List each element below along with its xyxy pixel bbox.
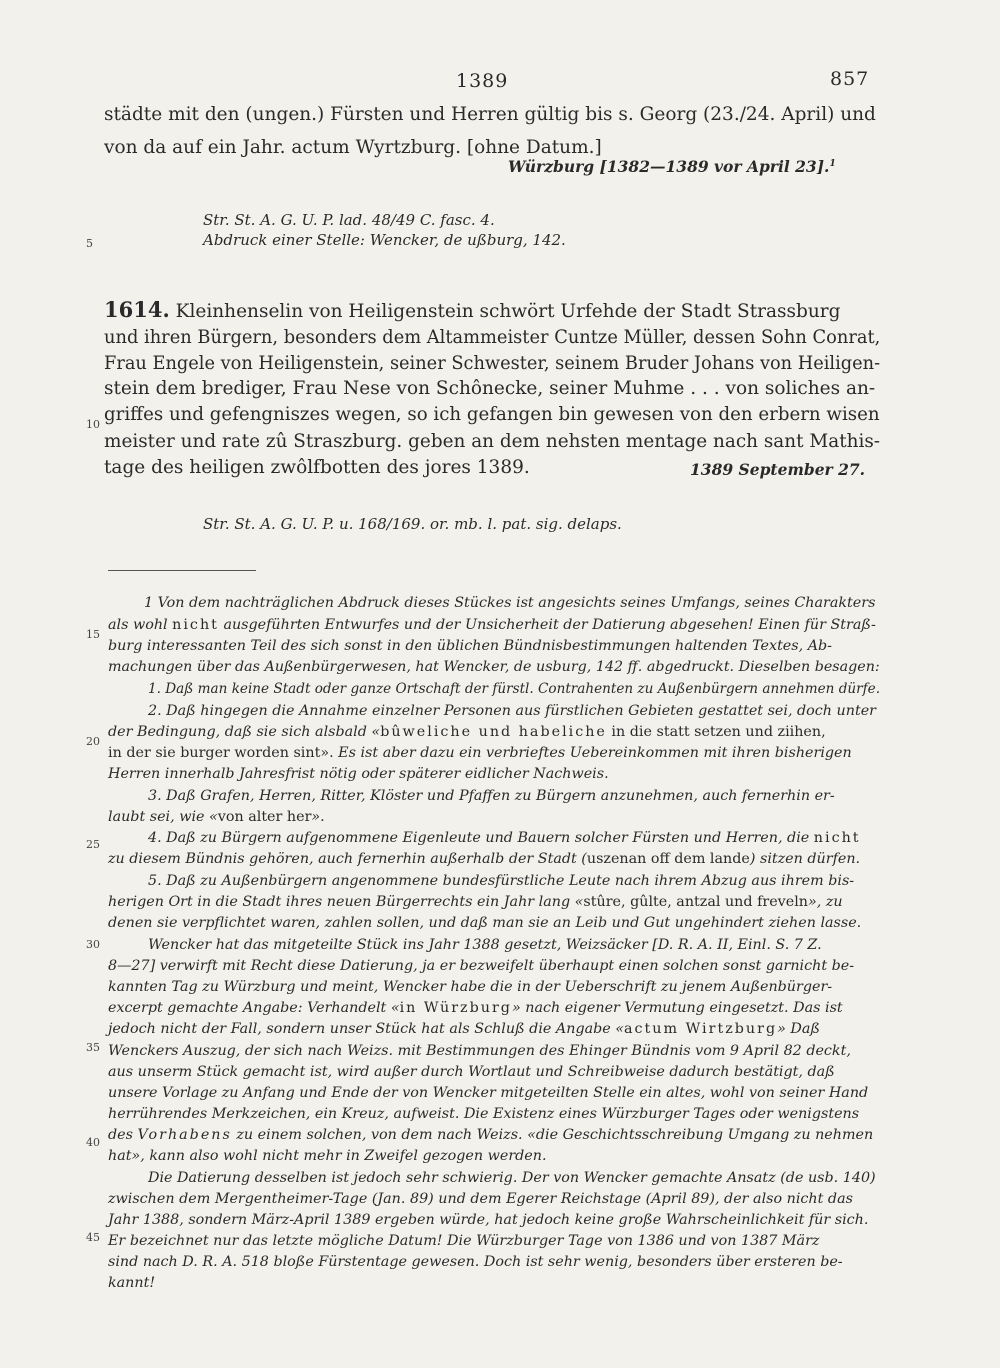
- footnote-line: 1 Von dem nachträglichen Abdruck dieses Stückes ist angesichts seines Umfangs, seines Charakters: [144, 595, 876, 611]
- entry-line-4: stein dem brediger, Frau Nese von Schônecke, seiner Muhme . . . von soliches an-: [104, 378, 876, 399]
- footnote-line: denen sie verpflichtet waren, zahlen sollen, und daß man sie an Leib und Gut ungehindert ziehen lasse.: [108, 915, 862, 931]
- line-number: 40: [86, 1136, 100, 1149]
- footnote-line: Wenckers Auszug, der sich nach Weizs. mit Bestimmungen des Ehinger Bündnis vom 9 April 82 deckt,: [108, 1043, 851, 1059]
- footnote-line: 5. Daß zu Außenbürgern angenommene bundesfürstliche Leute nach ihrem Abzug aus ihrem bis-: [148, 873, 855, 889]
- line-number: 25: [86, 838, 100, 851]
- footnote-line: burg interessanten Teil des sich sonst in den üblichen Bündnisbestimmungen haltenden Textes, Ab-: [108, 638, 833, 654]
- top-source-1: Str. St. A. G. U. P. lad. 48/49 C. fasc. 4.: [203, 211, 495, 229]
- footnote-line: jedoch nicht der Fall, sondern unser Stück hat als Schluß die Angabe «actum Wirtzburg» Daß: [108, 1021, 820, 1037]
- line-number: 35: [86, 1041, 100, 1054]
- footnote-line: des Vorhabens zu einem solchen, von dem nach Weizs. «die Geschichtsschreibung Umgang zu nehmen: [108, 1127, 874, 1143]
- footnote-line: 4. Daß zu Bürgern aufgenommene Eigenleute und Bauern solcher Fürsten und Herren, die nicht: [148, 830, 861, 846]
- footnote-line: Jahr 1388, sondern März-April 1389 ergeben würde, hat jedoch keine große Wahrscheinlichkeit für sich.: [108, 1212, 869, 1228]
- footnote-line: zu diesem Bündnis gehören, auch fernerhin außerhalb der Stadt (uszenan off dem lande) sitzen dürfen.: [108, 851, 861, 867]
- footnote-line: zwischen dem Mergentheimer-Tage (Jan. 89) und dem Egerer Reichstage (April 89), der also nicht das: [108, 1191, 853, 1207]
- entry-line-2: und ihren Bürgern, besonders dem Altammeister Cuntze Müller, dessen Sohn Conrat,: [104, 327, 881, 348]
- footnote-line: in der sie burger worden sint». Es ist aber dazu ein verbrieftes Uebereinkommen mit ihren bisherigen: [108, 745, 852, 761]
- footnote-line: Wencker hat das mitgeteilte Stück ins Jahr 1388 gesetzt, Weizsäcker [D. R. A. II, Einl. S. 7 Z.: [148, 937, 822, 953]
- top-date: Würzburg [1382—1389 vor April 23].$^1$: [508, 157, 836, 176]
- page-number: 857: [830, 68, 870, 90]
- entry-source: Str. St. A. G. U. P. u. 168/169. or. mb. l. pat. sig. delaps.: [203, 515, 622, 533]
- footnote-line: 1. Daß man keine Stadt oder ganze Ortschaft der fürstl. Contrahenten zu Außenbürgern annehmen dürfe.: [148, 681, 881, 697]
- footnote-line: 2. Daß hingegen die Annahme einzelner Personen aus fürstlichen Gebieten gestattet sei, doch unter: [148, 703, 877, 719]
- footnote-line: aus unserm Stück gemacht ist, wird außer durch Wortlaut und Schreibweise dadurch bestätigt, daß: [108, 1064, 835, 1080]
- line-number: 15: [86, 628, 100, 641]
- top-line-1: städte mit den (ungen.) Fürsten und Herren gültig bis s. Georg (23./24. April) und: [104, 104, 876, 125]
- footnote-line: laubt sei, wie «von alter her».: [108, 809, 325, 825]
- top-source-2: Abdruck einer Stelle: Wencker, de ußburg, 142.: [203, 231, 566, 249]
- entry-line-6: meister und rate zû Straszburg. geben an dem nehsten mentage nach sant Mathis-: [104, 431, 881, 452]
- footnote-line: unsere Vorlage zu Anfang und Ende der von Wencker mitgeteilten Stelle ein altes, wohl von seiner Hand: [108, 1085, 869, 1101]
- footnote-divider: [108, 570, 256, 571]
- footnote-line: herigen Ort in die Stadt ihres neuen Bürgerrechts ein Jahr lang «stûre, gûlte, antzal und freveln», zu: [108, 894, 843, 910]
- line-number: 5: [86, 237, 93, 250]
- footnote-line: kannten Tag zu Würzburg und meint, Wencker habe die in der Ueberschrift zu jenem Außenbürger-: [108, 979, 833, 995]
- footnote-line: 8—27] verwirft mit Recht diese Datierung, ja er bezweifelt überhaupt einen solchen sonst garnicht be-: [108, 958, 855, 974]
- line-number: 30: [86, 938, 100, 951]
- line-number: 10: [86, 418, 100, 431]
- line-number: 20: [86, 735, 100, 748]
- footnote-line: Herren innerhalb Jahresfrist nötig oder späterer eidlicher Nachweis.: [108, 766, 609, 782]
- entry-line-7: tage des heiligen zwôlfbotten des jores 1389.: [104, 457, 530, 478]
- footnote-line: hat», kann also wohl nicht mehr in Zweifel gezogen werden.: [108, 1148, 547, 1164]
- footnote-line: excerpt gemachte Angabe: Verhandelt «in Würzburg» nach eigener Vermutung eingesetzt. Das ist: [108, 1000, 843, 1016]
- footnote-line: machungen über das Außenbürgerwesen, hat Wencker, de usburg, 142 ff. abgedruckt. Dieselben besagen:: [108, 659, 880, 675]
- entry-line-1: 1614. Kleinhenselin von Heiligenstein schwört Urfehde der Stadt Strassburg: [104, 297, 841, 322]
- top-line-2: von da auf ein Jahr. actum Wyrtzburg. [ohne Datum.]: [104, 137, 602, 158]
- footnote-line: kannt!: [108, 1275, 156, 1291]
- footnote-line: herrührendes Merkzeichen, ein Kreuz, aufweist. Die Existenz eines Würzburger Tages oder wenigstens: [108, 1106, 860, 1122]
- entry-date: 1389 September 27.: [690, 460, 866, 479]
- footnote-line: sind nach D. R. A. 518 bloße Fürstentage gewesen. Doch ist sehr wenig, besonders über ersteren be-: [108, 1254, 843, 1270]
- year-heading: 1389: [456, 70, 509, 92]
- footnote-line: Die Datierung desselben ist jedoch sehr schwierig. Der von Wencker gemachte Ansatz (de usb. 140): [148, 1170, 876, 1186]
- entry-line-3: Frau Engele von Heiligenstein, seiner Schwester, seinem Bruder Johans von Heiligen-: [104, 353, 881, 374]
- footnote-line: 3. Daß Grafen, Herren, Ritter, Klöster und Pfaffen zu Bürgern anzunehmen, auch fernerhin er-: [148, 788, 835, 804]
- footnote-line: Er bezeichnet nur das letzte mögliche Datum! Die Würzburger Tage von 1386 und von 1387 März: [108, 1233, 820, 1249]
- line-number: 45: [86, 1231, 100, 1244]
- footnote-line: der Bedingung, daß sie sich alsbald «bûweliche und habeliche in die statt setzen und ziihen,: [108, 724, 826, 740]
- footnote-line: als wohl nicht ausgeführten Entwurfes und der Unsicherheit der Datierung abgesehen! Einen für Straß-: [108, 617, 876, 633]
- entry-line-5: griffes und gefengniszes wegen, so ich gefangen bin gewesen von den erbern wisen: [104, 404, 880, 425]
